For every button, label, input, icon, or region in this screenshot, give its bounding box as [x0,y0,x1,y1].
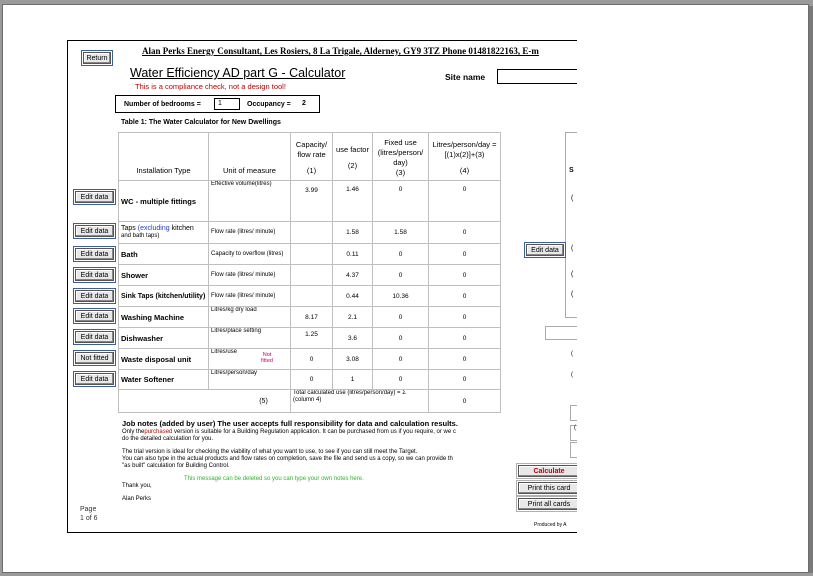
table-row [119,286,501,307]
row-fixed-use: 0 [373,349,429,370]
table-row [119,328,501,349]
not-fitted-note: Not fitted [261,352,273,364]
notes-line-1: Only thepurchased version is suitable for a Building Regulation application. It can be purchased from us if you require, or we c [122,429,456,435]
site-name-label: Site name [445,72,486,82]
row-litres: 0 [429,307,501,328]
notes-thanks: Thank you, [122,483,152,489]
row-fixed-use: 0 [373,244,429,265]
row-litres: 0 [429,265,501,286]
calculator-card [67,40,577,533]
row-capacity[interactable] [291,265,333,286]
table-row [119,370,501,390]
total-label-number: (5) [119,390,291,413]
row-capacity[interactable] [291,244,333,265]
bedrooms-input[interactable]: 1 [214,98,240,110]
row-name: WC - multiple fittings [119,181,209,222]
notes-line-2: do the detailed calculation for you. [122,436,214,442]
adjacent-card-field [570,405,577,421]
row-fixed-use: 0 [373,181,429,222]
row-litres: 0 [429,286,501,307]
notes-line-5: "as built" calculation for Building Control. [122,463,230,469]
row-capacity[interactable]: 1.25 [291,328,333,349]
table-caption: Table 1: The Water Calculator for New Dwellings [121,119,281,126]
bedrooms-label: Number of bedrooms = [124,101,201,108]
row-litres: 0 [429,181,501,222]
notes-signature: Alan Perks [122,496,152,502]
notes-green-message: This message can be deleted so you can type your own notes here. [184,476,364,482]
row-name: Shower [119,265,209,286]
row-litres: 0 [429,370,501,390]
row-unit: Capacity to overflow (litres) [209,244,291,265]
row-fixed-use: 0 [373,328,429,349]
row-litres: 0 [429,222,501,244]
side-edit-data-button[interactable]: Edit data [526,244,564,256]
row-litres: 0 [429,328,501,349]
return-button[interactable]: Return [83,52,111,64]
edit-data-button-washing-machine[interactable]: Edit data [75,310,114,322]
row-use-factor: 1.58 [333,222,373,244]
row-name: Bath [119,244,209,265]
edit-data-button-wc[interactable]: Edit data [75,191,114,203]
row-unit: Litres/person/day [209,370,291,390]
notes-line-4: You can also type in the actual products and flow rates on completion, save the file and send us a copy, so we can provide th [122,456,453,462]
edit-data-button-shower[interactable]: Edit data [75,269,114,281]
not-fitted-button-waste-disposal[interactable]: Not fitted [75,352,114,364]
edit-data-button-dishwasher[interactable]: Edit data [75,331,114,343]
print-all-cards-button[interactable]: Print all cards [518,498,577,510]
adjacent-card-fragment: ( [571,271,574,278]
row-fixed-use: 0 [373,370,429,390]
row-use-factor: 3.08 [333,349,373,370]
row-capacity[interactable]: 0 [291,370,333,390]
occupancy-value: 2 [302,100,306,107]
row-name: Dishwasher [119,328,209,349]
address-line: Alan Perks Energy Consultant, Les Rosiers, 8 La Trigale, Alderney, GY9 3TZ Phone 01481822163, E-m [142,46,539,56]
page-label: Page [80,506,97,513]
table-row [119,349,501,370]
page-title: Water Efficiency AD part G - Calculator [130,66,346,80]
occupancy-label: Occupancy = [247,101,291,108]
adjacent-card-field [545,326,577,340]
bedrooms-occupancy-box [115,95,320,113]
produced-by-label: Produced by A [534,522,567,528]
row-use-factor: 1 [333,370,373,390]
adjacent-card-fragment: ( [571,195,574,202]
row-fixed-use: 10.36 [373,286,429,307]
header-capacity: Capacity/ flow rate (1) [291,133,333,181]
edit-data-button-bath[interactable]: Edit data [75,248,114,260]
header-fixed-use: Fixed use (litres/person/ day) (3) [373,133,429,181]
row-unit: Flow rate (litres/ minute) [209,222,291,244]
header-installation-type: Installation Type [119,133,209,181]
compliance-subtitle: This is a compliance check, not a design tool! [135,82,286,91]
row-use-factor: 2.1 [333,307,373,328]
adjacent-card-fragment: ( [571,245,574,252]
table-row [119,244,501,265]
row-litres: 0 [429,349,501,370]
row-unit: Litres/place setting [209,328,291,349]
adjacent-card-panel [565,132,577,318]
table-row [119,222,501,244]
table-row [119,181,501,222]
row-capacity[interactable]: 3.99 [291,181,333,222]
job-notes-heading: Job notes (added by user) The user accepts full responsibility for data and calculation results. [122,419,458,428]
row-fixed-use: 0 [373,265,429,286]
row-name: Washing Machine [119,307,209,328]
total-row [119,390,501,413]
row-capacity[interactable] [291,222,333,244]
notes-line-3: The trial version is ideal for checking the viability of what you want to use, to see if you can still meet the Target. [122,449,418,455]
adjacent-card-fragment: ( [571,291,574,298]
adjacent-card-field [570,442,577,458]
table-header-row [119,133,501,181]
row-unit: Effective volume(litres) [209,181,291,222]
row-unit: Flow rate (litres/ minute) [209,265,291,286]
row-litres: 0 [429,244,501,265]
row-name: Sink Taps (kitchen/utility) [119,286,209,307]
site-name-input[interactable] [497,69,577,84]
row-name: Waste disposal unit [119,349,209,370]
header-unit: Unit of measure [209,133,291,181]
page-shadow [809,6,813,573]
adjacent-card-fragment: ( [574,425,576,431]
edit-data-button-water-softener[interactable]: Edit data [75,373,114,385]
row-name: Water Softener [119,370,209,390]
table-row [119,265,501,286]
row-capacity[interactable]: 0 [291,349,333,370]
row-use-factor: 0.11 [333,244,373,265]
water-calculator-table [118,132,501,413]
row-unit: Litres/use Not fitted [209,349,291,370]
total-label: Total calculated use (litres/person/day) = Σ (column 4) [291,390,429,413]
row-fixed-use: 0 [373,307,429,328]
printed-page [2,4,809,573]
row-use-factor: 0.44 [333,286,373,307]
row-unit: Litres/kg dry load [209,307,291,328]
row-use-factor: 1.46 [333,181,373,222]
edit-data-button-sink-taps[interactable]: Edit data [75,290,114,302]
calculate-button[interactable]: Calculate [518,465,577,477]
adjacent-card-fragment: S [569,167,574,174]
row-name: Taps (excluding kitchen and bath taps) [119,222,209,244]
header-use-factor: use factor (2) [333,133,373,181]
row-fixed-use: 1.58 [373,222,429,244]
row-unit: Flow rate (litres/ minute) [209,286,291,307]
header-litres-person-day: Litres/person/day =[(1)x(2)]+(3) (4) [429,133,501,181]
table-row [119,307,501,328]
adjacent-card-fragment: ( [571,372,573,378]
row-capacity[interactable] [291,286,333,307]
total-value: 0 [429,390,501,413]
page-of-label: 1 of 6 [80,515,98,522]
print-this-card-button[interactable]: Print this card [518,482,577,494]
row-use-factor: 4.37 [333,265,373,286]
adjacent-card-fragment: ( [571,351,573,357]
row-use-factor: 3.6 [333,328,373,349]
edit-data-button-taps[interactable]: Edit data [75,225,114,237]
row-capacity[interactable]: 8.17 [291,307,333,328]
